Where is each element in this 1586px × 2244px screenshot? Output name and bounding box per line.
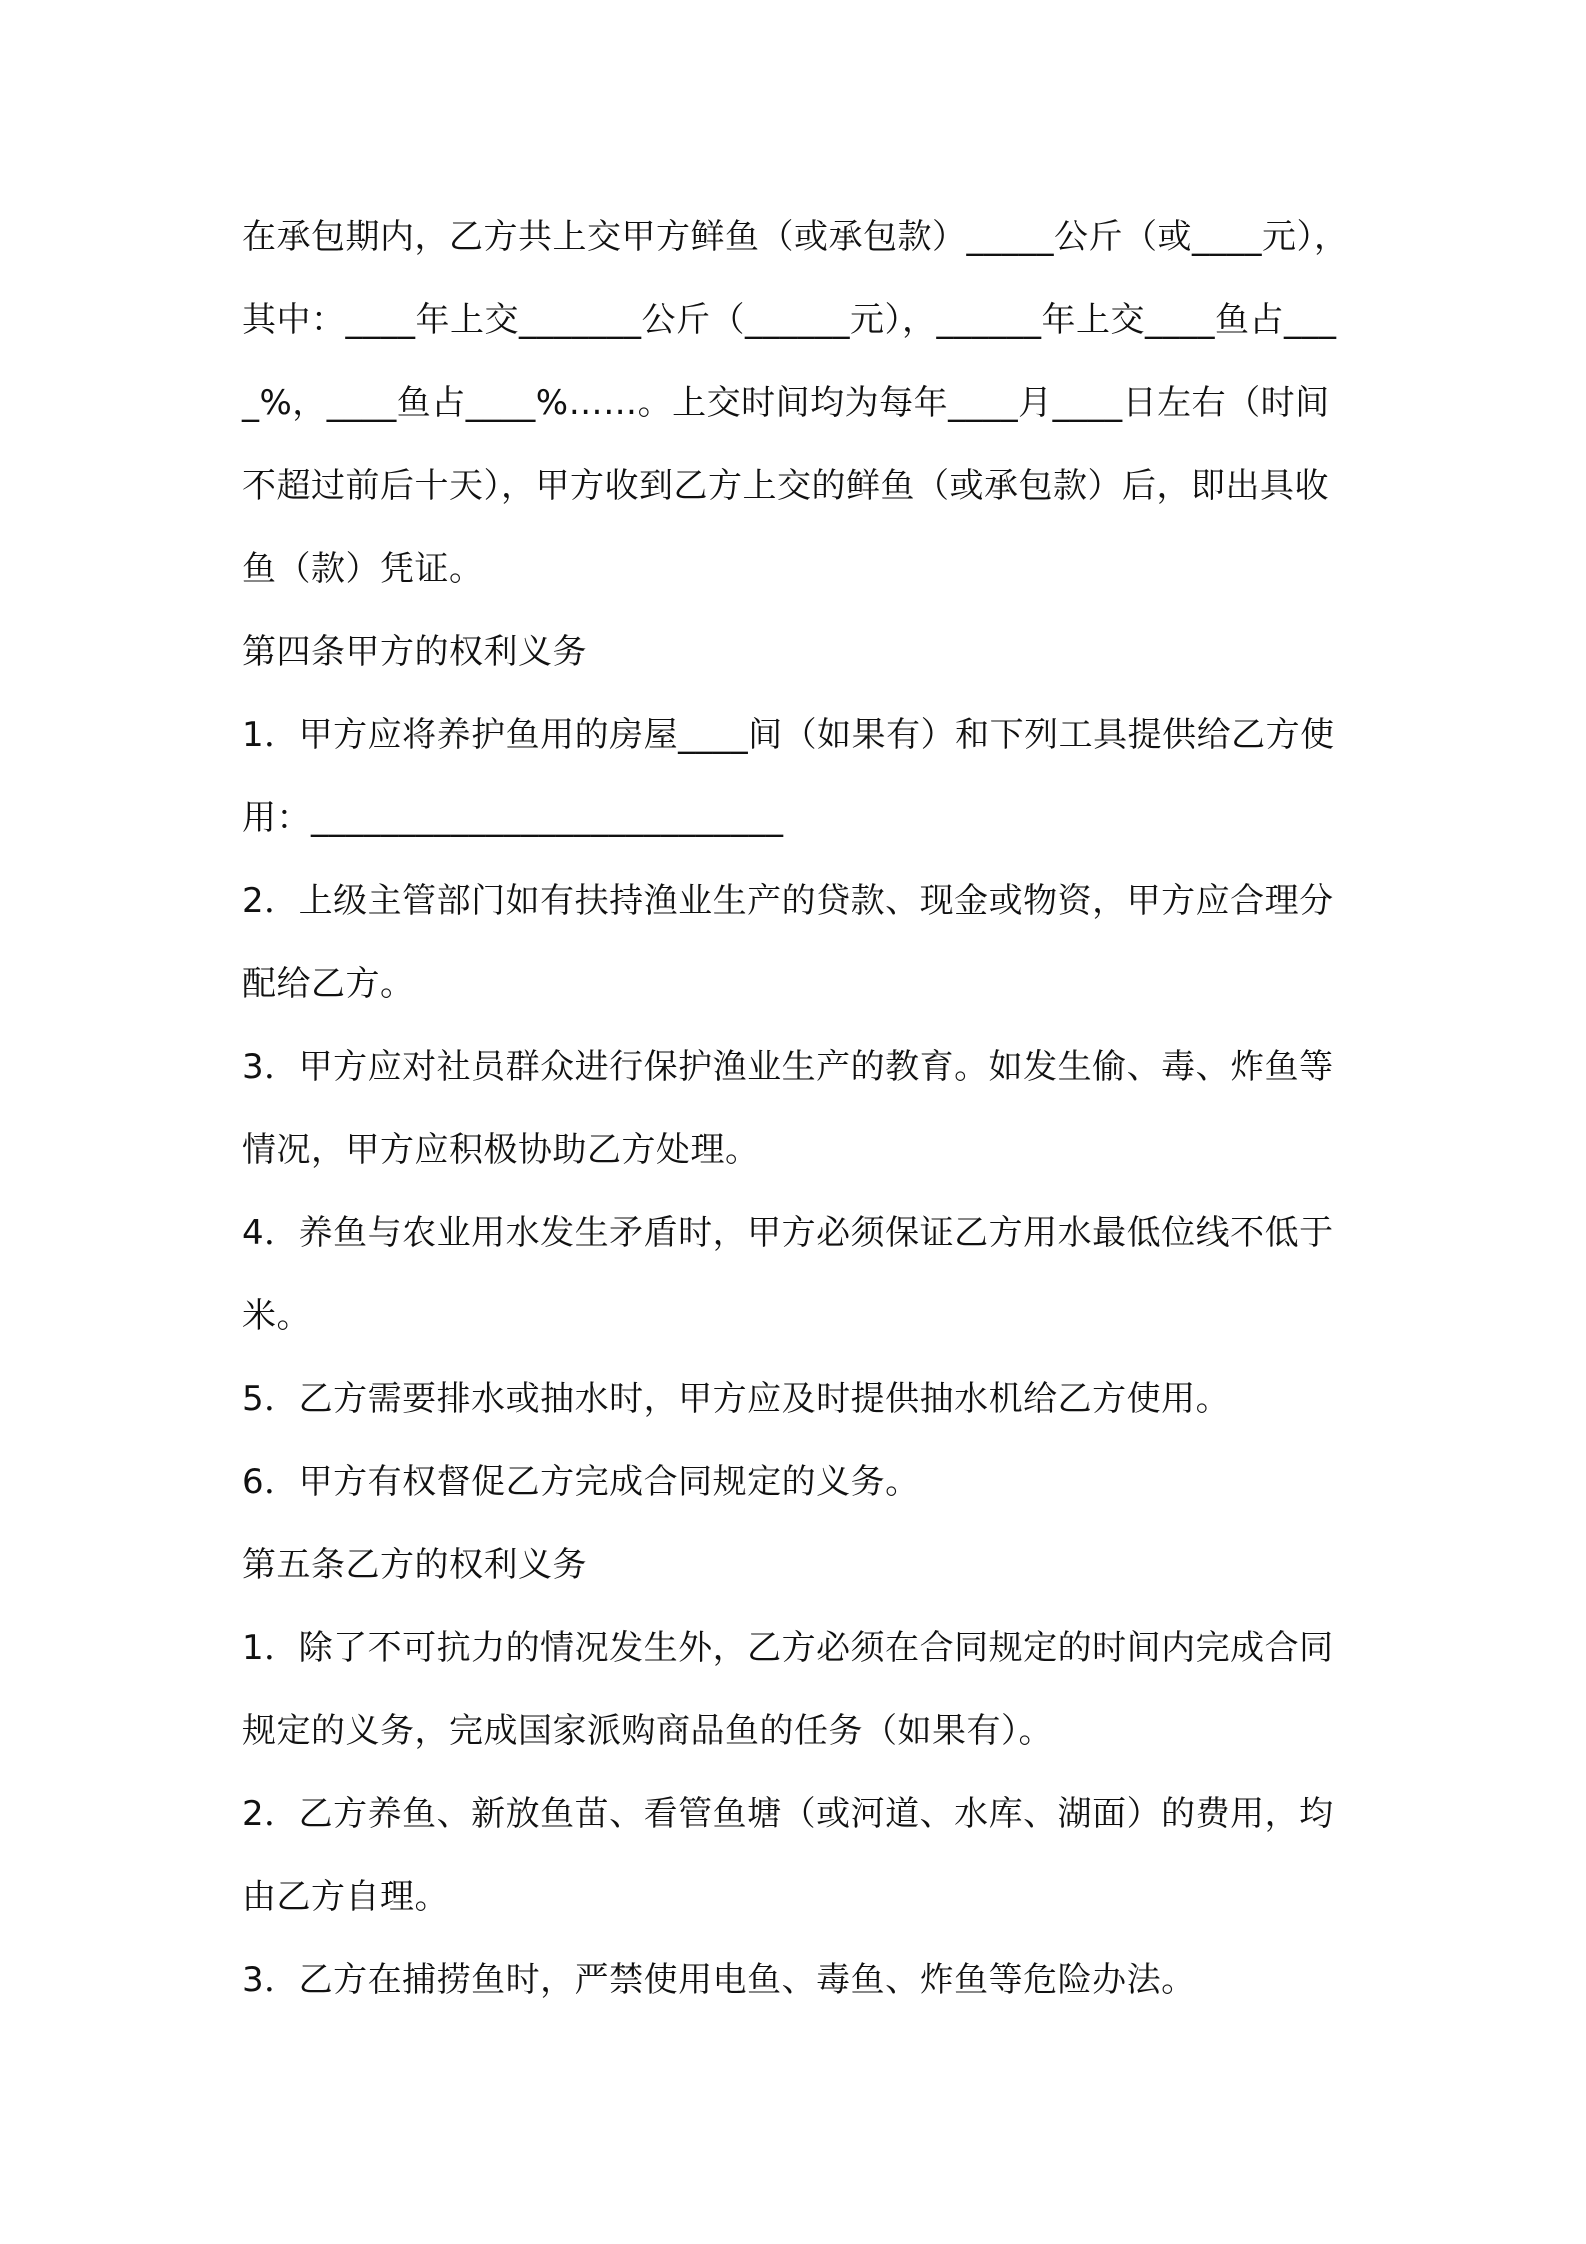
article-four-item-3: 3．甲方应对社员群众进行保护渔业生产的教育。如发生偷、毒、炸鱼等情况，甲方应积极协助乙方处理。 <box>242 1047 1334 1170</box>
article-four-item-5: 5．乙方需要排水或抽水时，甲方应及时提供抽水机给乙方使用。 <box>242 1379 1231 1419</box>
article-four-heading: 第四条甲方的权利义务 <box>242 632 587 672</box>
article-five-item-2: 2．乙方养鱼、新放鱼苗、看管鱼塘（或河道、水库、湖面）的费用，均由乙方自理。 <box>242 1794 1334 1917</box>
paragraph-delivery-terms: 在承包期内，乙方共上交甲方鲜鱼（或承包款）_____公斤（或____元），其中：____年上交_______公斤（______元），______年上交____鱼占____%，____鱼占____%……。上交时间均为每年____月____日左右（时间不超过前后十天），甲方收到乙方上交的鲜鱼（或承包款）后，即出具收鱼（款）凭证。 <box>242 217 1349 589</box>
article-four-item-1: 1．甲方应将养护鱼用的房屋____间（如果有）和下列工具提供给乙方使用：___________________________ <box>242 715 1335 838</box>
article-four-item-6: 6．甲方有权督促乙方完成合同规定的义务。 <box>242 1462 920 1502</box>
document-body <box>242 196 1362 2022</box>
article-five-item-1: 1．除了不可抗力的情况发生外，乙方必须在合同规定的时间内完成合同规定的义务，完成国家派购商品鱼的任务（如果有）。 <box>242 1628 1334 1751</box>
article-five-heading: 第五条乙方的权利义务 <box>242 1545 587 1585</box>
article-four-item-2: 2．上级主管部门如有扶持渔业生产的贷款、现金或物资，甲方应合理分配给乙方。 <box>242 881 1334 1004</box>
article-five-item-3: 3．乙方在捕捞鱼时，严禁使用电鱼、毒鱼、炸鱼等危险办法。 <box>242 1960 1196 2000</box>
article-four-item-4: 4．养鱼与农业用水发生矛盾时，甲方必须保证乙方用水最低位线不低于米。 <box>242 1213 1334 1336</box>
